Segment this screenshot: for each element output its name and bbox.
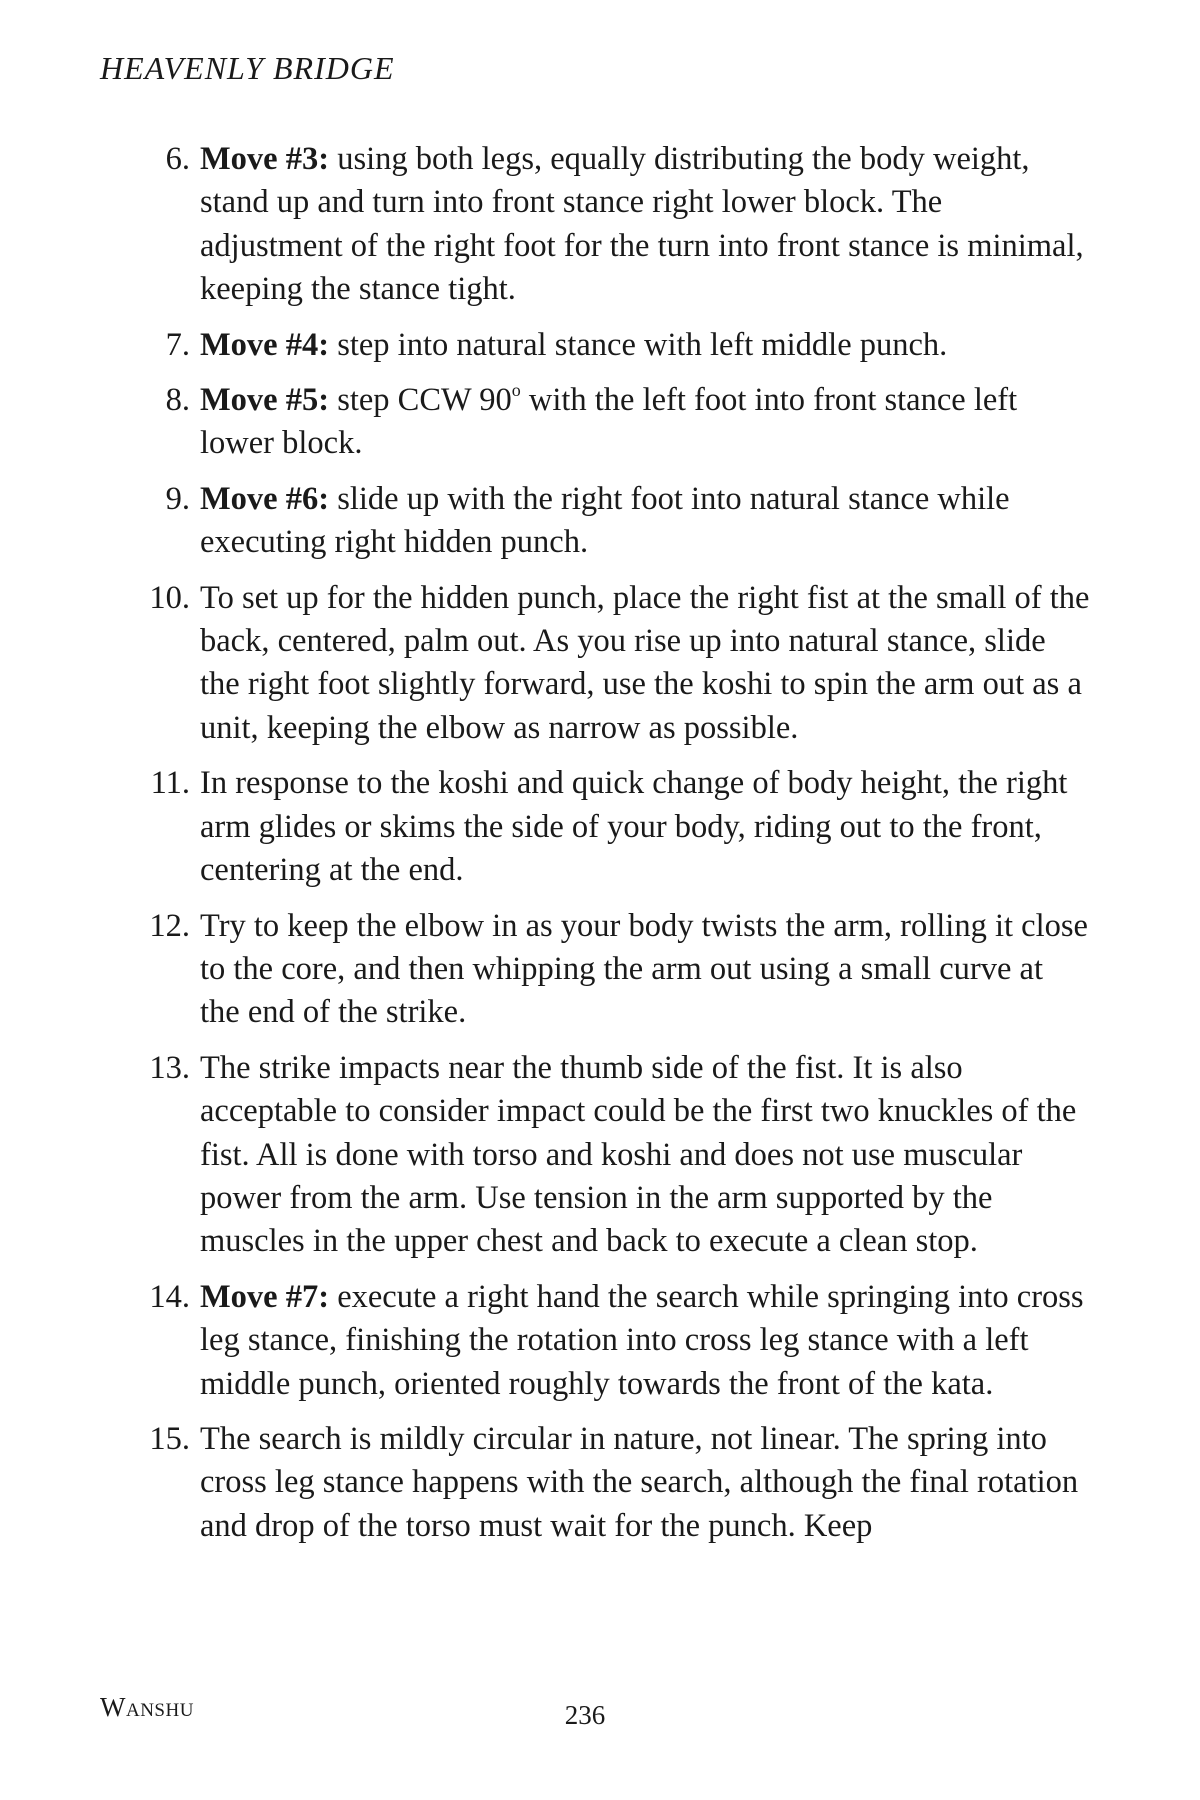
step-number: 8. [165,382,190,419]
step-number: 11. [150,765,190,802]
list-item [80,324,1090,367]
step-number: 12. [149,907,190,944]
step-text-after: with the left foot into front stance left lower block. [200,382,1018,462]
step-number: 9. [165,480,190,517]
step-text: using both legs, equally distributing the body weight, stand up and turn into front stance right lower block. The adjustment of the right foot for the turn into front stance is minimal, keeping the stance tight. [200,141,1084,308]
step-text: execute a right hand the search while springing into cross leg stance, finishing the rotation into cross leg stance with a left middle punch, oriented roughly towards the front of the kata. [200,1278,1084,1402]
list-item [80,762,1090,892]
step-number: 6. [165,141,190,177]
step-label: Move #4: [200,326,330,363]
step-number: 7. [165,326,190,363]
list-item [80,1276,1090,1406]
step-text: Try to keep the elbow in as your body twists the arm, rolling it close to the core, and then whipping the arm out using a small curve at the end of the strike. [200,907,1088,1031]
list-item [80,577,1090,751]
step-number: 15. [149,1420,190,1457]
step-number: 10. [149,579,190,616]
step-label: Move #7: [200,1278,330,1315]
step-text: To set up for the hidden punch, place the right fist at the small of the back, centered, palm out. As you rise up into natural stance, slide the right foot slightly forward, use the koshi to spin the arm out as a unit, keeping the elbow as narrow as possible. [200,579,1090,746]
step-text: slide up with the right foot into natural stance while executing right hidden punch. [200,480,1010,561]
degree-superscript: o [511,380,521,401]
step-text: In response to the koshi and quick change of body height, the right arm glides or skims the side of your body, riding out to the front, centering at the end. [200,765,1068,889]
step-label: Move #3: [200,141,330,177]
step-text: step into natural stance with left middle punch. [329,326,948,363]
list-item [80,1418,1090,1548]
step-text-before: step CCW 90 [329,382,512,419]
running-head-title: HEAVENLY BRIDGE [100,50,395,86]
list-item [80,905,1090,1035]
steps-list [80,138,1090,1560]
footer-book-title: Wanshu [100,1692,194,1722]
step-text: The search is mildly circular in nature, not linear. The spring into cross leg stance happens with the search, although the final rotation and drop of the torso must wait for the punch. Keep [200,1420,1079,1544]
list-item [80,478,1090,565]
list-item [80,1047,1090,1264]
step-number: 14. [149,1278,190,1315]
list-item [80,379,1090,466]
step-label: Move #6: [200,480,330,517]
step-label: Move #5: [200,382,330,419]
list-item [80,138,1090,312]
step-number: 13. [149,1049,190,1086]
step-text: The strike impacts near the thumb side of the fist. It is also acceptable to consider impact could be the first two knuckles of the fist. All is done with torso and koshi and does not use muscular power from the arm. Use tension in the arm supported by the muscles in the upper chest and back to execute a clean stop. [200,1049,1077,1260]
page-number: 236 [564,1700,606,1730]
